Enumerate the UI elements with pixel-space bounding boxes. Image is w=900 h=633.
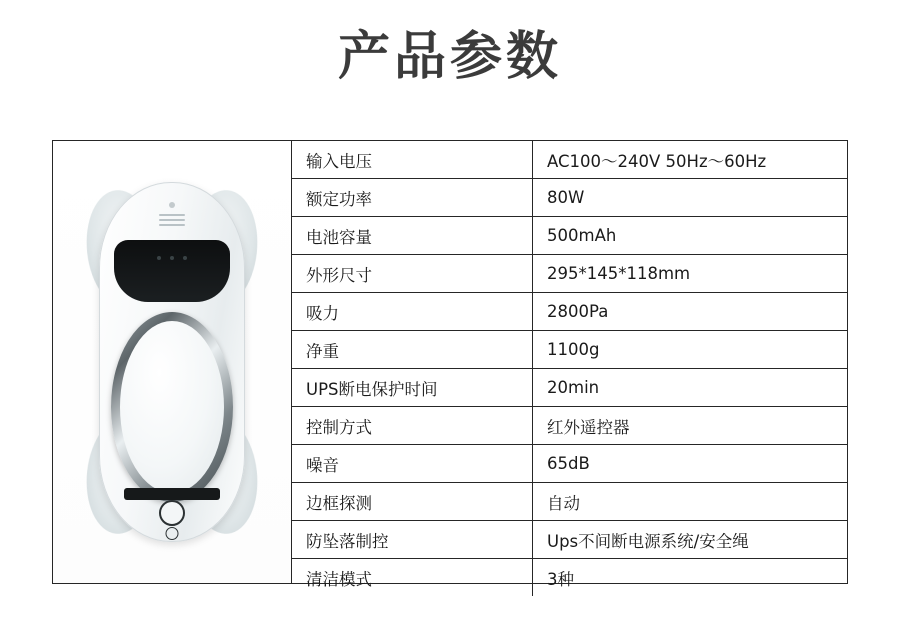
spec-value: 80W bbox=[533, 179, 848, 217]
spec-value: 自动 bbox=[533, 483, 848, 521]
spec-value: 2800Pa bbox=[533, 293, 848, 331]
robot-illustration bbox=[87, 176, 257, 548]
spec-key: UPS断电保护时间 bbox=[292, 369, 533, 407]
spec-key: 电池容量 bbox=[292, 217, 533, 255]
product-image-cell bbox=[53, 141, 292, 583]
spec-key: 清洁模式 bbox=[292, 559, 533, 597]
page-title: 产品参数 bbox=[337, 27, 562, 87]
table-row bbox=[292, 255, 847, 293]
spec-key: 边框探测 bbox=[292, 483, 533, 521]
spec-key: 额定功率 bbox=[292, 179, 533, 217]
table-row bbox=[292, 407, 847, 445]
spec-value: 295*145*118mm bbox=[533, 255, 848, 293]
table-row bbox=[292, 445, 847, 483]
spec-panel bbox=[52, 140, 848, 589]
spec-table bbox=[292, 141, 847, 596]
suction-ring bbox=[111, 312, 233, 502]
spec-key: 吸力 bbox=[292, 293, 533, 331]
table-row bbox=[292, 141, 847, 179]
spec-value: 红外遥控器 bbox=[533, 407, 848, 445]
table-row bbox=[292, 369, 847, 407]
spec-value: 1100g bbox=[533, 331, 848, 369]
power-button-icon bbox=[159, 500, 185, 526]
spec-table-cell bbox=[292, 141, 847, 589]
table-row bbox=[292, 521, 847, 559]
spec-key: 外形尺寸 bbox=[292, 255, 533, 293]
spec-key: 噪音 bbox=[292, 445, 533, 483]
suction-ring-inner bbox=[120, 321, 224, 493]
table-row bbox=[292, 331, 847, 369]
table-row bbox=[292, 179, 847, 217]
spec-key: 防坠落制控 bbox=[292, 521, 533, 559]
spec-value: 3种 bbox=[547, 569, 574, 589]
robot-body bbox=[99, 182, 245, 542]
led-indicators bbox=[157, 256, 187, 260]
spec-value: 65dB bbox=[533, 445, 848, 483]
spec-value: Ups不间断电源系统/安全绳 bbox=[533, 521, 848, 559]
spec-key: 控制方式 bbox=[292, 407, 533, 445]
table-row bbox=[292, 293, 847, 331]
spec-value: AC100～240V 50Hz～60Hz bbox=[533, 141, 848, 179]
spec-key: 净重 bbox=[292, 331, 533, 369]
indicator-button-icon bbox=[166, 527, 179, 540]
table-row bbox=[292, 483, 847, 521]
vent-grille-icon bbox=[159, 214, 185, 230]
sensor-panel bbox=[114, 240, 230, 302]
spec-key: 输入电压 bbox=[292, 141, 533, 179]
spec-value: 500mAh bbox=[533, 217, 848, 255]
table-row bbox=[292, 217, 847, 255]
bumper-strip bbox=[124, 488, 220, 500]
table-row bbox=[292, 559, 847, 597]
spec-value: 20min bbox=[533, 369, 848, 407]
sensor-dot-icon bbox=[169, 202, 175, 208]
